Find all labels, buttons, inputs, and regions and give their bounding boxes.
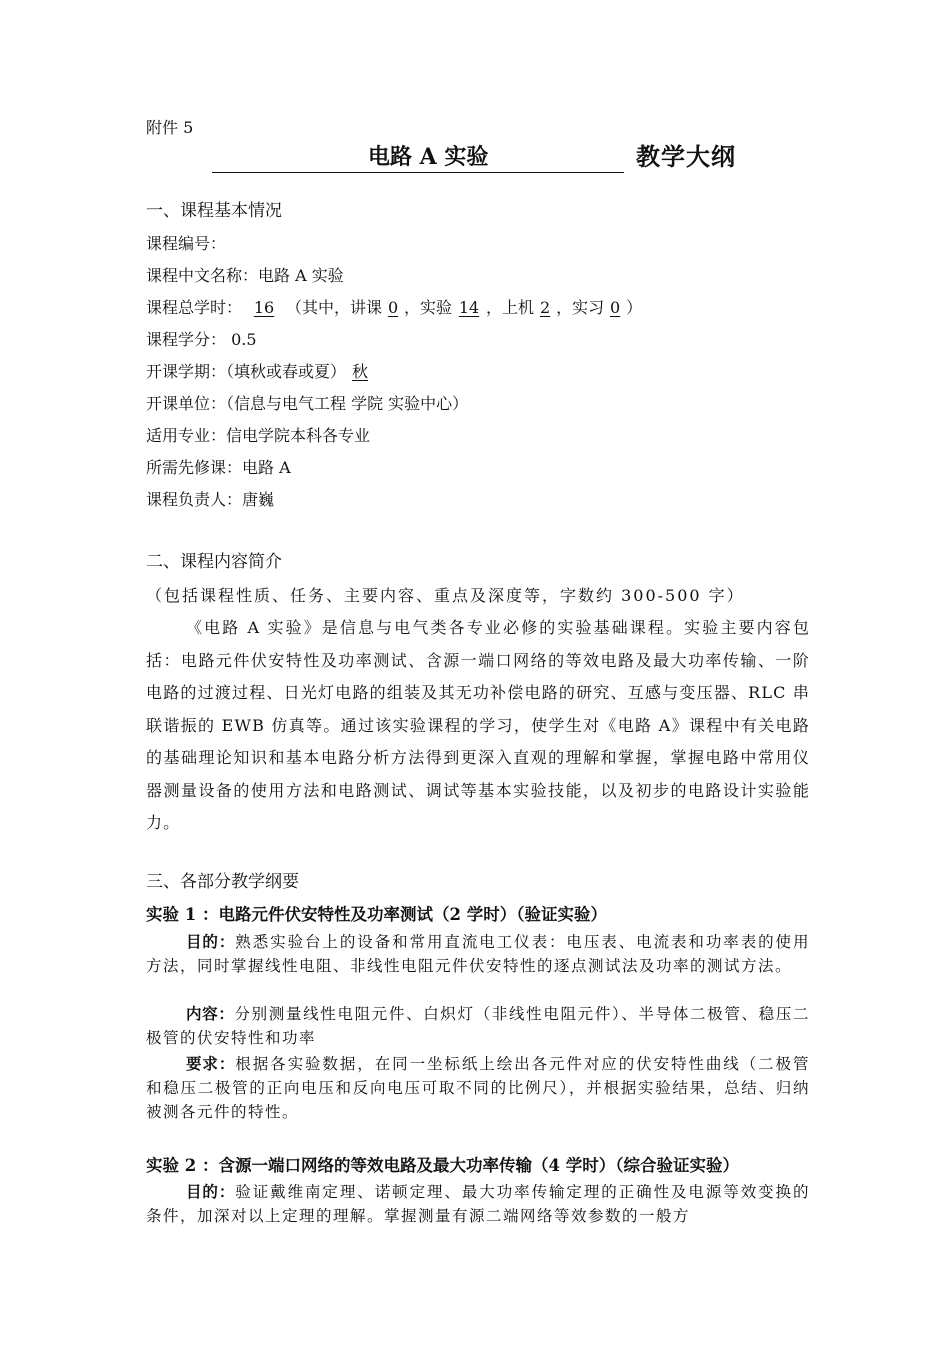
exp1-content-label: 内容： [186, 1004, 235, 1023]
exp2-goal-text: 验证戴维南定理、诺顿定理、最大功率传输定理的正确性及电源等效变换的条件，加深对以上定理的理解。掌握测量有源二端网络等效参数的一般方 [146, 1183, 810, 1225]
hours-lecture: 0 [387, 298, 399, 317]
appendix-label: 附件 5 [146, 118, 194, 137]
exp1-content-text: 分别测量线性电阻元件、白炽灯（非线性电阻元件）、半导体二极管、稳压二极管的伏安特性和功率 [146, 1005, 810, 1047]
hours-prefix: （其中，讲课 [286, 298, 383, 317]
hours-practice: 0 [609, 298, 621, 317]
exp1-goal-text: 熟悉实验台上的设备和常用直流电工仪表：电压表、电流表和功率表的使用方法，同时掌握线性电阻、非线性电阻元件伏安特性的逐点测试法及功率的测试方法。 [146, 933, 810, 975]
section2-note: （包括课程性质、任务、主要内容、重点及深度等，字数约 300-500 字） [146, 586, 745, 605]
course-term [146, 362, 434, 382]
hours-exp-label: ，实验 [404, 298, 453, 317]
section2-heading: 二、课程内容简介 [146, 552, 282, 572]
section2-body: 《电路 A 实验》是信息与电气类各专业必修的实验基础课程。实验主要内容包括：电路元件伏安特性及功率测试、含源一端口网络的等效电路及最大功率传输、一阶电路的过渡过程、日光灯电路的组装及其无功补偿电路的研究、互感与变压器、RLC 串联谐振的 EWB 仿真等。通过该实验课程的学习，使学生对《电路 A》课程中有关电路的基础理论知识和基本电路分析方法得到更深入直观的理解和掌握，掌握电路中常用仪器测量设备的使用方法和电路测试、调试等基本实验技能，以及初步的电路设计实验能力。 [146, 618, 810, 832]
exp2-goal-label: 目的： [186, 1182, 236, 1201]
term-label: 开课学期：（填秋或春或夏） [146, 362, 347, 381]
course-unit: 开课单位：（信息与电气工程 学院 实验中心） [146, 394, 469, 413]
course-chinese-name: 课程中文名称：电路 A 实验 [146, 266, 344, 285]
exp1-title: 实验 1 ：电路元件伏安特性及功率测试（2 学时）（验证实验） [146, 905, 607, 924]
section3-heading: 三、各部分教学纲要 [146, 872, 299, 892]
course-owner: 课程负责人：唐巍 [146, 490, 275, 509]
exp2-title: 实验 2 ：含源一端口网络的等效电路及最大功率传输（4 学时）（综合验证实验） [146, 1156, 739, 1175]
course-code: 课程编号： [146, 234, 227, 253]
course-hours [146, 298, 642, 318]
exp1-req-label: 要求： [186, 1054, 236, 1073]
exp1-requirement [146, 1052, 810, 1124]
course-title: 电路 A 实验 [368, 144, 489, 170]
title-suffix: 教学大纲 [636, 142, 736, 171]
term-value: 秋 [352, 362, 369, 381]
exp1-goal-label: 目的： [186, 932, 236, 951]
hours-lab-label: ，上机 [486, 298, 535, 317]
hours-lab: 2 [539, 298, 551, 317]
hours-exp: 14 [458, 298, 480, 317]
exp1-goal [146, 930, 810, 978]
exp1-content [146, 1002, 810, 1050]
exp2-goal [146, 1180, 810, 1228]
hours-suffix: ） [626, 298, 643, 317]
course-prerequisites: 所需先修课：电路 A [146, 458, 291, 477]
exp1-req-text: 根据各实验数据，在同一坐标纸上绘出各元件对应的伏安特性曲线（二极管和稳压二极管的正向电压和反向电压可取不同的比例尺），并根据实验结果，总结、归纳被测各元件的特性。 [146, 1055, 810, 1121]
hours-total: 16 [253, 298, 275, 317]
course-majors: 适用专业：信电学院本科各专业 [146, 426, 371, 445]
section1-heading: 一、课程基本情况 [146, 201, 282, 221]
hours-practice-label: ，实习 [556, 298, 605, 317]
course-credits: 课程学分： 0.5 [146, 330, 257, 349]
document-title [212, 142, 752, 176]
hours-label: 课程总学时： [146, 298, 243, 317]
